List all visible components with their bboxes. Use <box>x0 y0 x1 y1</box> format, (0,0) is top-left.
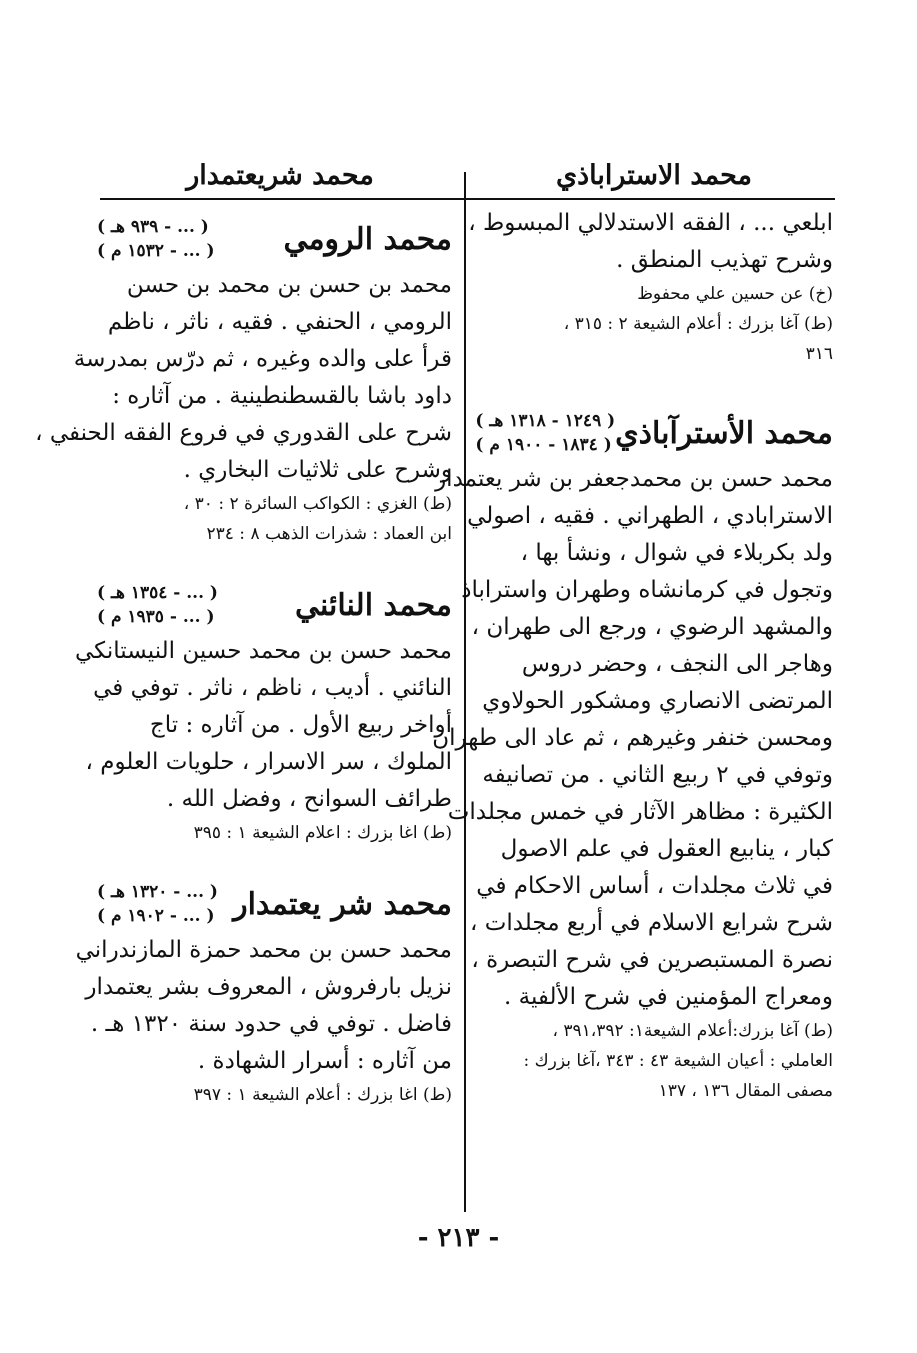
text-line: والمشهد الرضوي ، ورجع الى طهران ، <box>471 614 833 640</box>
text-line: الكثيرة : مظاهر الآثار في خمس مجلدات <box>447 799 833 825</box>
reference-line: (ط) آغا بزرك:أعلام الشيعة١: ٣٩١،٣٩٢ ، <box>552 1021 833 1041</box>
entry-dates <box>97 215 215 263</box>
text-line: طرائف السوانح ، وفضل الله . <box>166 786 452 812</box>
dates-gregorian: ( ... - ١٥٣٢ م ) <box>97 241 215 261</box>
right-column <box>432 205 833 1106</box>
text-line: قرأ على والده وغيره ، ثم درّس بمدرسة <box>73 346 452 372</box>
dates-hijri: ( ... - ٩٣٩ هـ ) <box>97 217 209 237</box>
header-rule <box>100 198 835 200</box>
text-line: المرتضى الانصاري ومشكور الحولاوي <box>482 688 833 714</box>
text-line: محمد حسن بن محمد حسين النيستانكي <box>75 638 452 664</box>
entry-dates <box>97 581 218 629</box>
text-line: نصرة المستبصرين في شرح التبصرة ، <box>471 947 833 973</box>
entry-heading <box>97 215 452 263</box>
text-line: وشرح تهذيب المنطق . <box>616 247 833 273</box>
entry-dates <box>475 409 615 457</box>
running-head-left: محمد شريعتمدار <box>186 160 374 191</box>
reference-line: (ط) آغا بزرك : أعلام الشيعة ٢ : ٣١٥ ، <box>563 314 833 334</box>
dates-hijri: ( ... - ١٣٥٤ هـ ) <box>97 583 218 603</box>
reference-line: ابن العماد : شذرات الذهب ٨ : ٢٣٤ <box>206 524 452 544</box>
text-line: محمد حسن بن محمد حمزة المازندراني <box>75 937 452 963</box>
text-line: ولد بكربلاء في شوال ، ونشأ بها ، <box>520 540 833 566</box>
text-line: ابلعي ... ، الفقه الاستدلالي المبسوط ، <box>468 210 833 236</box>
text-line: داود باشا بالقسطنطينية . من آثاره : <box>112 383 452 409</box>
text-line: أواخر ربيع الأول . من آثاره : تاج <box>149 712 452 738</box>
text-line: النائني . أديب ، ناظم ، ناثر . توفي في <box>93 675 452 701</box>
text-line: الاسترابادي ، الطهراني . فقيه ، اصولي <box>467 503 833 529</box>
running-head-right: محمد الاستراباذي <box>555 160 753 191</box>
text-line: ومعراج المؤمنين في شرح الألفية . <box>504 984 833 1010</box>
text-line: في ثلاث مجلدات ، أساس الاحكام في <box>476 873 833 899</box>
text-line: من آثاره : أسرار الشهادة . <box>197 1048 452 1074</box>
entry-name: محمد شر يعتمدار <box>233 886 452 922</box>
text-line: الرومي ، الحنفي . فقيه ، ناثر ، ناظم <box>107 309 452 335</box>
entry-name: محمد الأسترآباذي <box>615 415 833 451</box>
entry-heading <box>97 581 452 629</box>
reference-line: (ط) اغا بزرك : اعلام الشيعة ١ : ٣٩٥ <box>193 823 452 843</box>
dates-gregorian: ( ... - ١٩٣٥ م ) <box>97 607 215 627</box>
entry-name: محمد النائني <box>294 587 452 623</box>
text-line: نزيل بارفروش ، المعروف بشر يعتمدار <box>85 974 452 1000</box>
reference-line: (خ) عن حسين علي محفوظ <box>637 284 833 304</box>
reference-line: ٣١٦ <box>805 344 833 364</box>
dates-gregorian: ( ١٨٣٤ - ١٩٠٠ م ) <box>475 435 612 455</box>
text-line: وتوفي في ٢ ربيع الثاني . من تصانيفه <box>482 762 833 788</box>
text-line: وتجول في كرمانشاه وطهران واستراباذ <box>461 577 833 603</box>
text-line: محمد بن حسن بن محمد بن حسن <box>126 272 452 298</box>
entry-heading <box>475 409 833 457</box>
dates-hijri: ( ١٢٤٩ - ١٣١٨ هـ ) <box>475 411 616 431</box>
entry-dates <box>97 880 218 928</box>
left-column <box>35 205 452 1110</box>
text-line: كبار ، ينابيع العقول في علم الاصول <box>500 836 833 862</box>
dates-hijri: ( ... - ١٣٢٠ هـ ) <box>97 882 218 902</box>
column-divider <box>464 172 466 1212</box>
reference-line: (ط) اغا بزرك : أعلام الشيعة ١ : ٣٩٧ <box>193 1085 452 1105</box>
dates-gregorian: ( ... - ١٩٠٢ م ) <box>97 906 215 926</box>
text-line: شرح على القدوري في فروع الفقه الحنفي ، <box>35 420 452 446</box>
text-line: فاضل . توفي في حدود سنة ١٣٢٠ هـ . <box>90 1011 452 1037</box>
text-line: ومحسن خنفر وغيرهم ، ثم عاد الى طهران <box>432 725 833 751</box>
reference-line: العاملي : أعيان الشيعة ٤٣ : ٣٤٣ ،آغا بزرك : <box>523 1051 833 1071</box>
text-line: شرح شرايع الاسلام في أربع مجلدات ، <box>469 910 833 936</box>
reference-line: (ط) الغزي : الكواكب السائرة ٢ : ٣٠ ، <box>183 494 452 514</box>
text-line: محمد حسن بن محمدجعفر بن شر يعتمدار <box>435 466 833 492</box>
page-number: - ٢١٣ - <box>417 1223 500 1253</box>
text-line: وشرح على ثلاثيات البخاري . <box>183 457 452 483</box>
text-line: وهاجر الى النجف ، وحضر دروس <box>521 651 833 677</box>
entry-name: محمد الرومي <box>283 221 452 257</box>
text-line: الملوك ، سر الاسرار ، حلويات العلوم ، <box>85 749 452 775</box>
entry-heading <box>97 880 452 928</box>
reference-line: مصفى المقال ١٣٦ ، ١٣٧ <box>658 1081 833 1101</box>
